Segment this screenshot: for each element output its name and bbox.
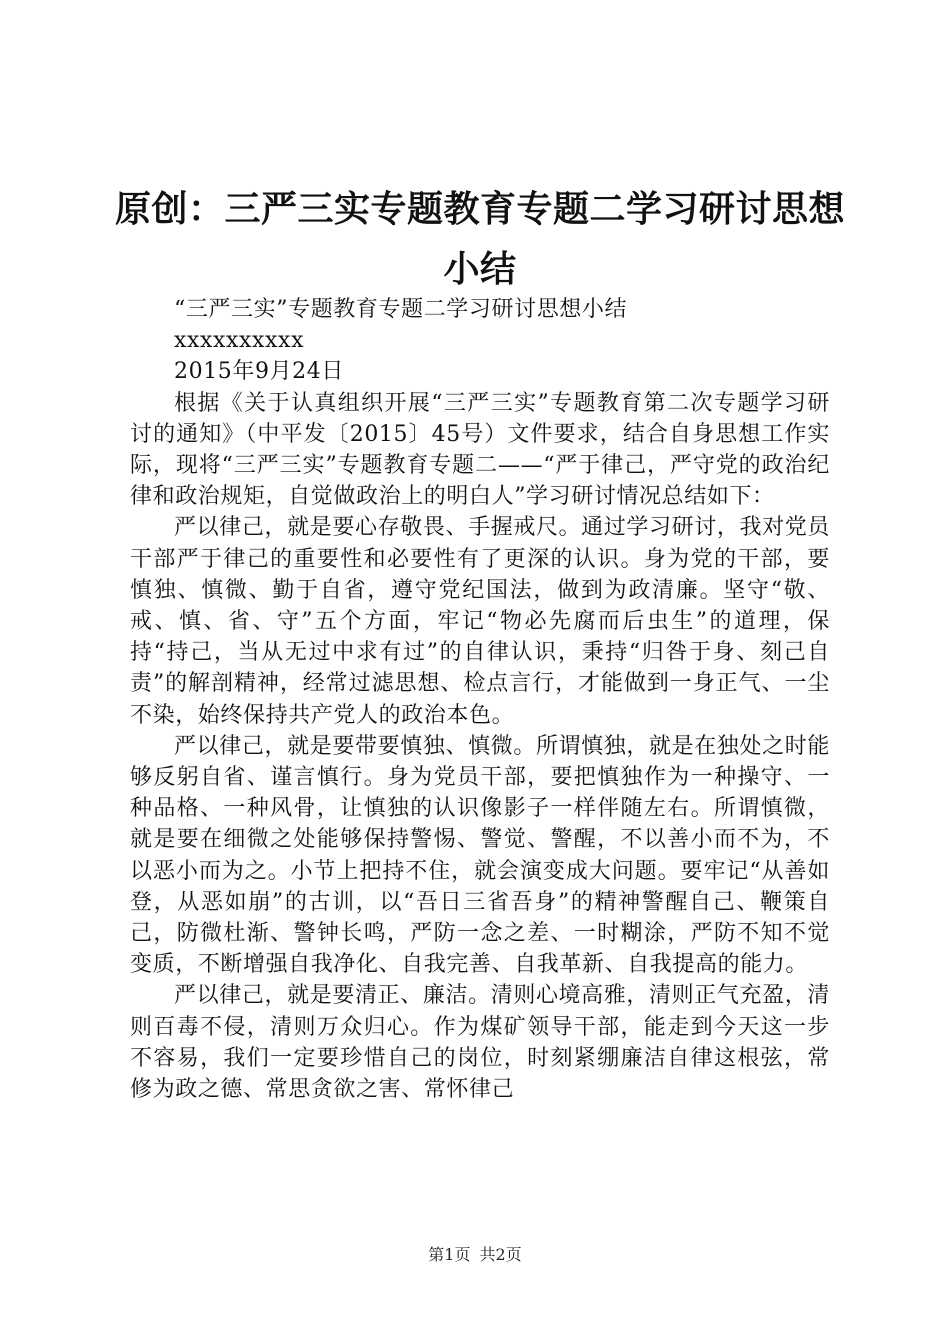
document-title-line1: 原创：三严三实专题教育专题二学习研讨思想 — [114, 188, 845, 230]
document-author: xxxxxxxxxx — [174, 328, 305, 354]
document-date: 2015年9月24日 — [174, 359, 344, 385]
page-footer — [0, 1244, 950, 1266]
paragraph: 根据《关于认真组织开展“三严三实”专题教育第二次专题学习研讨的通知》（中平发〔2015〕45号）文件要求，结合自身思想工作实际，现将“三严三实”专题教育专题二——“严于律己，严守党的政治纪律和政治规矩，自觉做政治上的明白人”学习研讨情况总结如下： — [130, 390, 830, 510]
page-total: 共2页 — [479, 1245, 522, 1264]
paragraph: 严以律己，就是要心存敬畏、手握戒尺。通过学习研讨，我对党员干部严于律己的重要性和必要性有了更深的认识。身为党的干部，要慎独、慎微、勤于自省，遵守党纪国法，做到为政清廉。坚守“敬、戒、慎、省、守”五个方面，牢记“物必先腐而后虫生”的道理，保持“持己，当从无过中求有过”的自律认识，秉持“归咎于身、刻己自责”的解剖精神，经常过滤思想、检点言行，才能做到一身正气、一尘不染，始终保持共产党人的政治本色。 — [130, 515, 830, 728]
document-body — [130, 294, 830, 1105]
paragraph: 严以律己，就是要带要慎独、慎微。所谓慎独，就是在独处之时能够反躬自省、谨言慎行。身为党员干部，要把慎独作为一种操守、一种品格、一种风骨，让慎独的认识像影子一样伴随左右。所谓慎微，就是要在细微之处能够保持警惕、警觉、警醒，不以善小而不为，不以恶小而为之。小节上把持不住，就会演变成大问题。要牢记“从善如登，从恶如崩”的古训，以“吾日三省吾身”的精神警醒自己、鞭策自己，防微杜渐、警钟长鸣，严防一念之差、一时糊涂，严防不知不觉变质，不断增强自我净化、自我完善、自我革新、自我提高的能力。 — [130, 733, 830, 978]
page-number: 第1页 — [428, 1245, 471, 1264]
paragraph: 严以律己，就是要清正、廉洁。清则心境高雅，清则正气充盈，清则百毒不侵，清则万众归心。作为煤矿领导干部，能走到今天这一步不容易，我们一定要珍惜自己的岗位，时刻紧绷廉洁自律这根弦，常修为政之德、常思贪欲之害、常怀律己 — [130, 983, 830, 1103]
document-subtitle: “三严三实”专题教育专题二学习研讨思想小结 — [174, 297, 628, 322]
document-title-line2: 小结 — [443, 248, 517, 290]
